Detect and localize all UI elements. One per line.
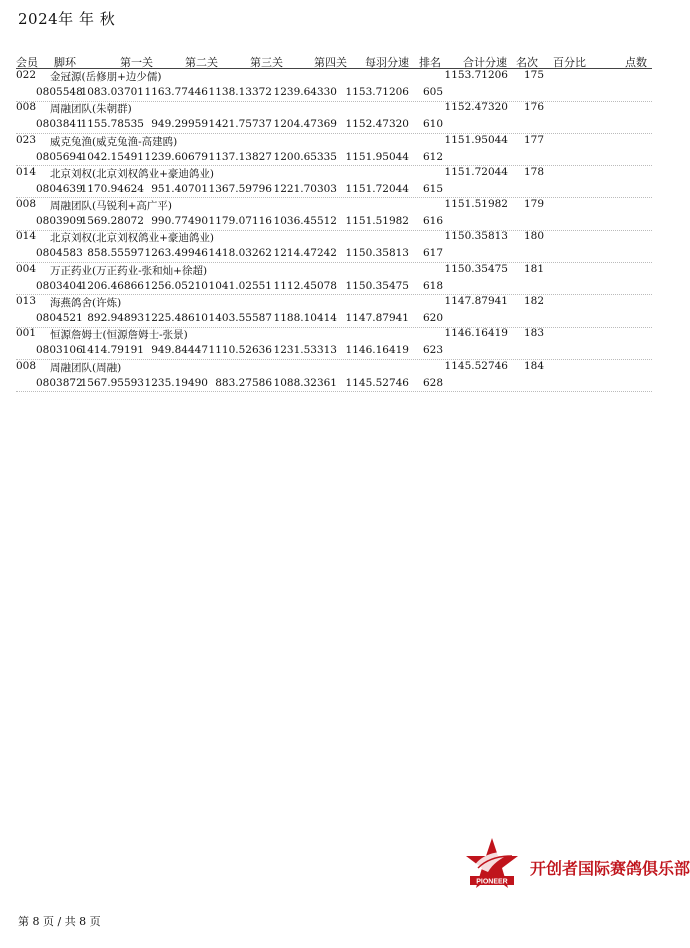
cell-leg1: 1569.28072 bbox=[80, 215, 144, 228]
cell-total: 1146.16419 bbox=[444, 327, 508, 340]
cell-ring: 0805694 bbox=[36, 150, 83, 163]
page-number: 第 8 页 / 共 8 页 bbox=[18, 915, 101, 928]
cell-name: 北京刘权(北京刘权鸽业+豪迪鸽业) bbox=[50, 232, 214, 245]
cell-speed: 1153.71206 bbox=[345, 86, 409, 98]
table-row bbox=[16, 69, 652, 101]
cell-leg4: 1036.45512 bbox=[273, 215, 337, 228]
header-total: 合计分速 bbox=[463, 56, 507, 69]
cell-leg3: 883.27586 bbox=[215, 376, 272, 389]
cell-ring: 0803404 bbox=[36, 279, 83, 292]
cell-ring: 0804639 bbox=[36, 182, 83, 195]
cell-name: 金冠源(岳修朋+边少儒) bbox=[50, 71, 162, 83]
cell-leg2: 951.40701 bbox=[151, 182, 208, 195]
cell-ring: 0804583 bbox=[36, 247, 83, 260]
cell-name: 威克兔渔(威克兔渔-高建鸥) bbox=[50, 135, 178, 148]
cell-leg4: 1239.64330 bbox=[273, 86, 337, 98]
cell-name: 恒源詹姆士(恒源詹姆士-张景) bbox=[50, 329, 188, 342]
cell-ring: 0803841 bbox=[36, 118, 83, 131]
table-row bbox=[16, 101, 652, 133]
cell-total: 1151.51982 bbox=[444, 198, 508, 211]
cell-member: 001 bbox=[16, 327, 37, 340]
cell-member: 023 bbox=[16, 133, 37, 146]
cell-rank: 618 bbox=[422, 279, 443, 292]
cell-total: 1150.35813 bbox=[444, 230, 508, 243]
cell-leg2: 949.84447 bbox=[151, 344, 208, 357]
cell-leg2: 1235.19490 bbox=[144, 376, 208, 389]
cell-rank: 623 bbox=[422, 344, 443, 357]
results-table bbox=[16, 69, 652, 392]
cell-place: 181 bbox=[524, 262, 545, 275]
cell-rank: 605 bbox=[422, 86, 443, 98]
cell-member: 014 bbox=[16, 230, 37, 243]
cell-leg4: 1088.32361 bbox=[273, 376, 337, 389]
cell-member: 008 bbox=[16, 359, 37, 372]
cell-ring: 0803106 bbox=[36, 344, 83, 357]
cell-name: 周融团队(周融) bbox=[50, 361, 122, 374]
header-ring: 脚环 bbox=[54, 56, 76, 69]
cell-leg4: 1221.70303 bbox=[273, 182, 337, 195]
cell-leg1: 1083.03701 bbox=[80, 86, 144, 98]
cell-speed: 1152.47320 bbox=[345, 118, 409, 131]
table-row bbox=[16, 295, 652, 327]
cell-member: 013 bbox=[16, 295, 37, 308]
table-row bbox=[16, 327, 652, 359]
cell-leg2: 1239.60679 bbox=[144, 150, 208, 163]
cell-speed: 1150.35475 bbox=[345, 279, 409, 292]
cell-leg2: 1225.48610 bbox=[144, 312, 208, 325]
cell-ring: 0803872 bbox=[36, 376, 83, 389]
cell-leg3: 1367.59796 bbox=[208, 182, 272, 195]
cell-leg2: 1263.49946 bbox=[144, 247, 208, 260]
cell-leg2: 949.29959 bbox=[151, 118, 208, 131]
cell-ring: 0803909 bbox=[36, 215, 83, 228]
cell-total: 1152.47320 bbox=[444, 101, 508, 114]
header-leg4: 第四关 bbox=[314, 56, 347, 69]
cell-leg1: 1170.94624 bbox=[80, 182, 144, 195]
cell-place: 178 bbox=[524, 165, 545, 178]
cell-total: 1145.52746 bbox=[444, 359, 508, 372]
cell-place: 179 bbox=[524, 198, 545, 211]
cell-leg1: 1042.15491 bbox=[80, 150, 144, 163]
cell-leg1: 1155.78535 bbox=[80, 118, 144, 131]
cell-speed: 1151.72044 bbox=[345, 182, 409, 195]
cell-leg3: 1138.13372 bbox=[208, 86, 272, 98]
cell-leg4: 1204.47369 bbox=[273, 118, 337, 131]
cell-name: 周融团队(马锐利+高广平) bbox=[50, 200, 172, 213]
cell-rank: 615 bbox=[422, 182, 443, 195]
cell-leg1: 1414.79191 bbox=[80, 344, 144, 357]
cell-leg1: 858.55597 bbox=[87, 247, 144, 260]
header-percent: 百分比 bbox=[553, 56, 586, 69]
cell-place: 180 bbox=[524, 230, 545, 243]
table-row bbox=[16, 134, 652, 166]
cell-leg3: 1041.02551 bbox=[208, 279, 272, 292]
header-leg3: 第三关 bbox=[250, 56, 283, 69]
cell-total: 1153.71206 bbox=[444, 69, 508, 81]
cell-leg4: 1112.45078 bbox=[273, 279, 337, 292]
cell-member: 008 bbox=[16, 101, 37, 114]
pioneer-logo bbox=[464, 836, 520, 892]
cell-place: 176 bbox=[524, 101, 545, 114]
cell-rank: 610 bbox=[422, 118, 443, 131]
cell-place: 177 bbox=[524, 133, 545, 146]
cell-total: 1150.35475 bbox=[444, 262, 508, 275]
cell-leg1: 1567.95593 bbox=[80, 376, 144, 389]
cell-leg4: 1214.47242 bbox=[273, 247, 337, 260]
cell-total: 1151.72044 bbox=[444, 165, 508, 178]
header-place: 名次 bbox=[516, 56, 538, 69]
cell-rank: 628 bbox=[422, 376, 443, 389]
cell-leg2: 1256.05210 bbox=[144, 279, 208, 292]
cell-speed: 1146.16419 bbox=[345, 344, 409, 357]
header-member: 会员 bbox=[16, 56, 38, 69]
cell-rank: 612 bbox=[422, 150, 443, 163]
cell-leg1: 1206.46866 bbox=[80, 279, 144, 292]
table-row bbox=[16, 230, 652, 262]
table-row bbox=[16, 360, 652, 392]
cell-rank: 620 bbox=[422, 312, 443, 325]
header-rank: 排名 bbox=[419, 56, 441, 69]
table-row bbox=[16, 263, 652, 295]
cell-speed: 1145.52746 bbox=[345, 376, 409, 389]
cell-leg2: 990.77490 bbox=[151, 215, 208, 228]
cell-member: 022 bbox=[16, 69, 37, 81]
table-row bbox=[16, 166, 652, 198]
cell-member: 004 bbox=[16, 262, 37, 275]
cell-leg3: 1137.13827 bbox=[208, 150, 272, 163]
cell-place: 175 bbox=[524, 69, 545, 81]
cell-leg4: 1188.10414 bbox=[273, 312, 337, 325]
page-title: 2024年 年 秋 bbox=[18, 10, 116, 28]
table-row bbox=[16, 198, 652, 230]
cell-total: 1151.95044 bbox=[444, 133, 508, 146]
cell-leg1: 892.94893 bbox=[87, 312, 144, 325]
cell-name: 万正药业(万正药业-张和灿+徐超) bbox=[50, 264, 208, 277]
cell-leg2: 1163.77446 bbox=[144, 86, 208, 98]
cell-leg3: 1110.52636 bbox=[208, 344, 272, 357]
cell-ring: 0805548 bbox=[36, 86, 83, 98]
cell-ring: 0804521 bbox=[36, 312, 83, 325]
cell-name: 周融团队(朱朝群) bbox=[50, 103, 132, 116]
cell-leg4: 1200.65335 bbox=[273, 150, 337, 163]
cell-member: 014 bbox=[16, 165, 37, 178]
cell-rank: 616 bbox=[422, 215, 443, 228]
cell-rank: 617 bbox=[422, 247, 443, 260]
row-divider bbox=[16, 391, 652, 392]
cell-leg4: 1231.53313 bbox=[273, 344, 337, 357]
cell-member: 008 bbox=[16, 198, 37, 211]
cell-leg3: 1403.55587 bbox=[208, 312, 272, 325]
cell-place: 182 bbox=[524, 295, 545, 308]
header-speed: 每羽分速 bbox=[365, 56, 409, 69]
cell-speed: 1147.87941 bbox=[345, 312, 409, 325]
cell-name: 海燕鸽舍(许炼) bbox=[50, 297, 122, 310]
cell-place: 184 bbox=[524, 359, 545, 372]
cell-speed: 1151.51982 bbox=[345, 215, 409, 228]
cell-place: 183 bbox=[524, 327, 545, 340]
cell-total: 1147.87941 bbox=[444, 295, 508, 308]
cell-speed: 1151.95044 bbox=[345, 150, 409, 163]
cell-leg3: 1179.07116 bbox=[208, 215, 272, 228]
cell-leg3: 1418.03262 bbox=[208, 247, 272, 260]
header-leg2: 第二关 bbox=[185, 56, 218, 69]
club-name: 开创者国际赛鸽俱乐部 bbox=[530, 859, 690, 878]
logo-text: PIONEER bbox=[476, 878, 508, 886]
header-points: 点数 bbox=[625, 56, 647, 69]
header-leg1: 第一关 bbox=[120, 56, 153, 69]
cell-speed: 1150.35813 bbox=[345, 247, 409, 260]
cell-name: 北京刘权(北京刘权鸽业+豪迪鸽业) bbox=[50, 167, 214, 180]
cell-leg3: 1421.75737 bbox=[208, 118, 272, 131]
